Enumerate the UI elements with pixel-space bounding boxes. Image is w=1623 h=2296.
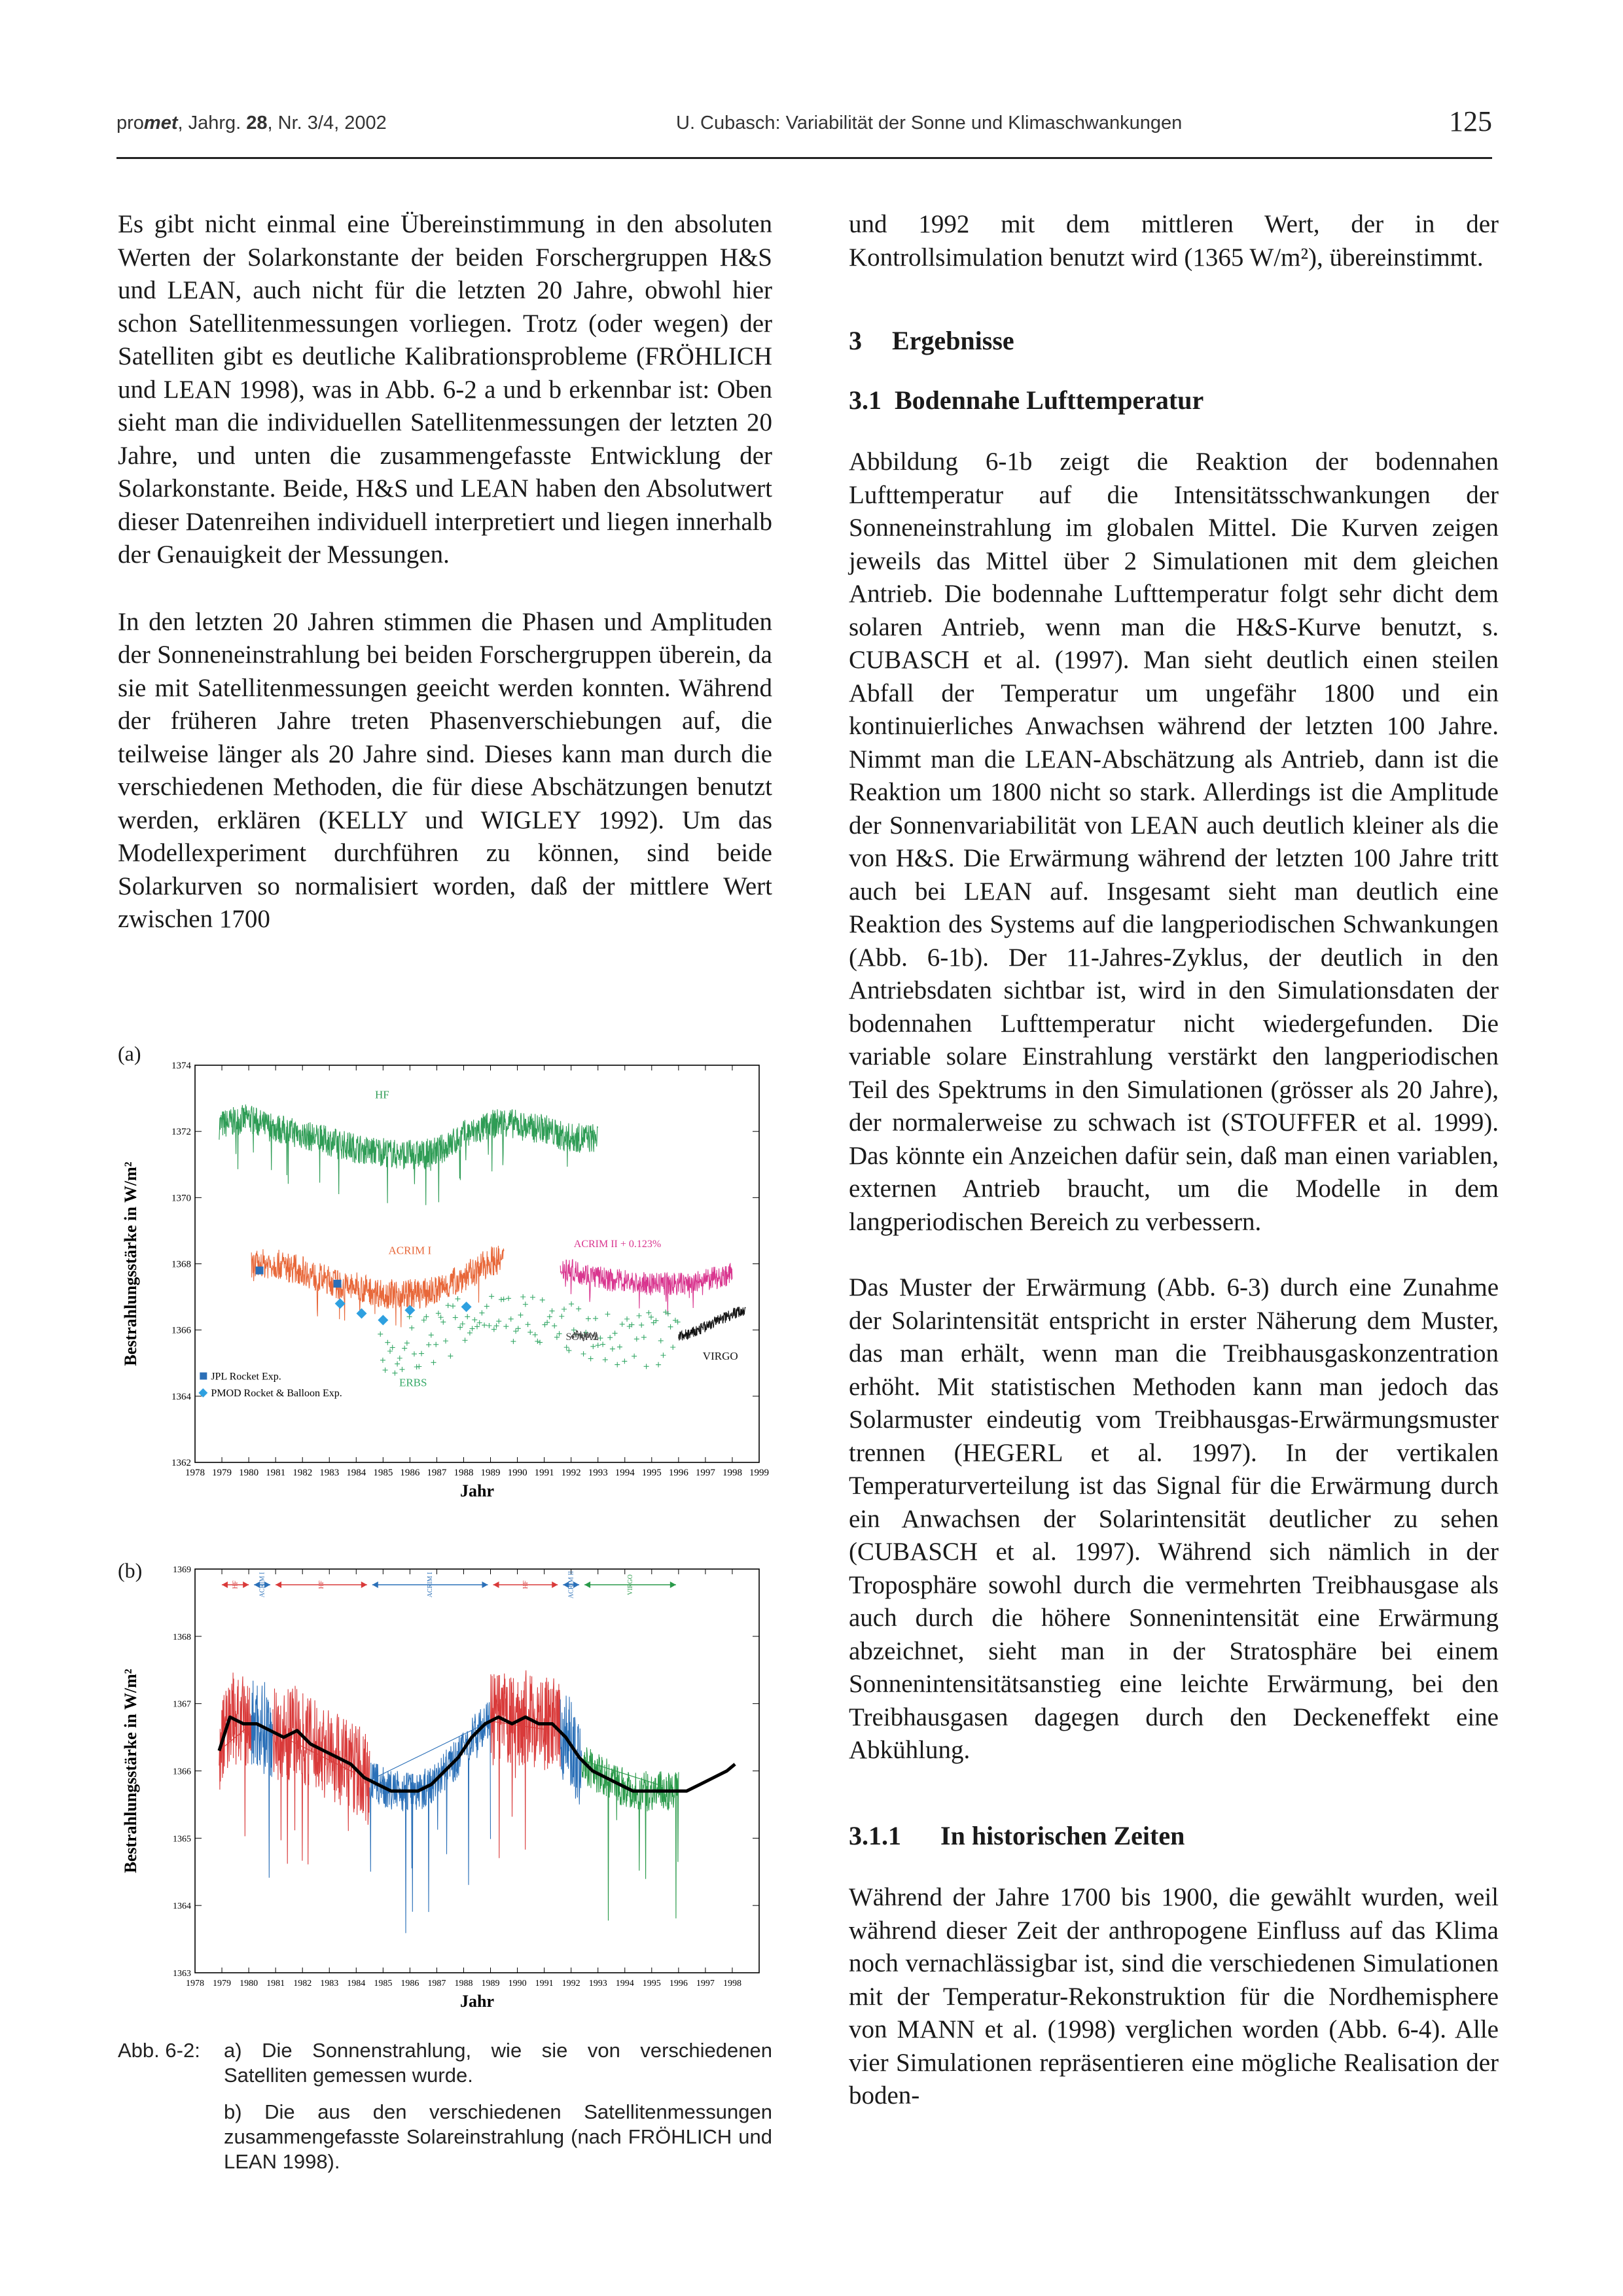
subsubsection-title: In historischen Zeiten [940,1820,1185,1850]
segment-arrowhead [276,1581,281,1588]
erbs-point [564,1345,569,1350]
x-tick-label: 1994 [615,1979,634,1988]
segment-arrowhead [361,1581,367,1588]
caption-label: Abb. 6-2: [118,2039,200,2062]
paragraph: Das Muster der Erwärmung (Abb. 6-3) durch eine Zunahme der Solarintensität entspricht in erster Näherung dem Muster, das man erhält, wenn man die Treibhausgaskonzentration erhöht. Mit statistischen Methoden kann man jedoch das Solarmuster eindeutig vom Treibhausgas-Erwärmungsmuster trennen (HEGERL et al. 1997). In der vertikalen Temperaturverteilung ist das Signal für die Erwärmung durch ein Anwachsen der Solarintensität deutlicher zu sehen (CUBASCH et al. 1997). Während sich nämlich in der Troposphäre sowohl durch die vermehrten Treibhausgase als auch durch die höhere Sonnenintensität eine Erwärmung abzeichnet, sieht man in der Stratosphäre bei einem Sonnenintensitätsanstieg eine leichte Erwärmung, bei den Treibhausgasen dagegen durch den Deckeneffekt eine Abkühlung. [849,1273,1499,1764]
subsection-number: 3.1 [849,385,882,415]
series-label: ACRIM II + 0.123% [573,1239,662,1250]
segment-label: HF [317,1580,325,1589]
caption-text-a: a) Die Sonnenstrahlung, wie sie von verschiedenen Satelliten gemessen wurde. [224,2039,772,2087]
y-axis-label: Bestrahlungsstärke in W/m² [121,1161,140,1366]
panel-a-label: (a) [118,1042,141,1065]
pmod-point [378,1315,388,1325]
segment-arrowhead [222,1581,228,1588]
erbs-point [484,1303,490,1309]
x-axis-label: Jahr [460,1481,494,1500]
x-tick-label: 1994 [615,1468,635,1478]
erbs-point [566,1348,571,1353]
y-axis-label: Bestrahlungsstärke in W/m² [121,1669,140,1873]
x-tick-label: 1991 [535,1979,554,1988]
erbs-point [465,1314,470,1319]
erbs-point [533,1332,538,1337]
erbs-point [436,1311,441,1316]
erbs-point [438,1315,444,1320]
y-tick-label: 1364 [171,1391,191,1402]
segment-arrowhead [243,1581,249,1588]
erbs-point [423,1314,429,1319]
x-tick-label: 1985 [374,1979,393,1988]
y-tick-label: 1366 [171,1325,191,1336]
erbs-point [639,1322,644,1328]
erbs-point [440,1319,446,1324]
erbs-point [474,1324,480,1329]
segment-data-line [219,1672,251,1836]
x-tick-label: 1982 [293,1468,313,1478]
erbs-point [644,1364,649,1369]
x-tick-label: 1992 [562,1979,580,1988]
x-tick-label: 1995 [641,1468,662,1478]
y-tick-label: 1368 [171,1259,191,1270]
x-tick-label: 1984 [347,1979,366,1988]
segment-label: ACRIM I [427,1572,435,1598]
erbs-point [670,1345,675,1350]
erbs-point [596,1343,601,1348]
erbs-point [535,1339,540,1344]
series-line-virgo [679,1307,745,1340]
segment-arrowhead [482,1581,488,1588]
x-tick-label: 1988 [454,1468,474,1478]
erbs-point [453,1315,458,1320]
erbs-point [540,1298,545,1303]
erbs-point [501,1297,507,1302]
erbs-point [404,1341,410,1346]
journal-issue: , Nr. 3/4, 2002 [267,113,387,133]
erbs-point [615,1362,620,1368]
erbs-point [489,1294,494,1299]
erbs-point [463,1337,468,1343]
erbs-point [486,1323,491,1328]
erbs-point [446,1303,451,1308]
erbs-point [455,1296,460,1301]
erbs-point [460,1321,465,1326]
erbs-point [496,1318,501,1324]
erbs-point [477,1320,482,1326]
erbs-point [470,1326,475,1332]
erbs-point [479,1311,484,1316]
x-tick-label: 1999 [749,1468,769,1478]
erbs-point [550,1309,555,1314]
figure-panel-b [116,1557,777,2015]
erbs-point [554,1335,560,1340]
erbs-point [537,1340,543,1345]
erbs-point [431,1360,437,1365]
erbs-point [516,1326,521,1331]
x-tick-label: 1988 [454,1979,473,1988]
erbs-point [450,1303,455,1309]
erbs-point [390,1345,395,1350]
erbs-point [620,1322,625,1327]
series-label: VIRGO [702,1350,738,1363]
series-line-acrim-ii [560,1260,732,1315]
erbs-point [613,1331,618,1336]
erbs-point [526,1322,531,1327]
erbs-point [557,1331,562,1336]
erbs-point [607,1335,613,1340]
legend-marker [200,1372,207,1379]
x-tick-label: 1984 [346,1468,366,1478]
x-tick-label: 1978 [186,1979,204,1988]
erbs-point [506,1296,511,1301]
erbs-point [588,1356,594,1361]
subsection-heading [849,384,1499,417]
erbs-point [632,1354,637,1359]
segment-label: ACRIM I [259,1572,266,1598]
x-tick-label: 1986 [400,1468,420,1478]
segment-label: ACRIM II [567,1571,575,1598]
x-tick-label: 1982 [293,1979,312,1988]
x-tick-label: 1998 [722,1979,741,1988]
section-number: 3 [849,326,862,355]
erbs-point [457,1325,463,1330]
subsection-title: Bodennahe Lufttemperatur [895,385,1204,415]
x-tick-label: 1993 [588,1468,608,1478]
erbs-point [641,1335,647,1340]
erbs-point [622,1358,627,1364]
subsubsection-heading [849,1820,1499,1853]
erbs-point [383,1368,388,1373]
erbs-point [380,1358,385,1363]
erbs-point [520,1294,526,1299]
y-tick-label: 1366 [173,1767,191,1777]
segment-label: HF [522,1580,529,1589]
erbs-point [412,1351,417,1356]
pmod-point [356,1308,366,1318]
x-tick-label: 1996 [668,1468,688,1478]
x-tick-label: 1985 [373,1468,393,1478]
y-tick-label: 1365 [173,1834,191,1845]
x-tick-label: 1995 [642,1979,661,1988]
erbs-point [467,1330,473,1335]
x-tick-label: 1991 [534,1468,554,1478]
erbs-point [586,1316,591,1321]
erbs-point [429,1332,434,1337]
jpl-point [256,1267,264,1275]
erbs-point [472,1317,477,1322]
chart-b [116,1557,777,2015]
section-heading [849,325,1499,358]
segment-data-line [251,1681,273,1878]
x-tick-label: 1992 [561,1468,581,1478]
plot-frame [195,1569,759,1973]
erbs-point [392,1370,397,1375]
paragraph: und 1992 mit dem mittleren Wert, der in der Kontrollsimulation benutzt wird (1365 W/m²), übereinstimmt. [849,210,1499,272]
erbs-point [559,1314,564,1319]
segment-label: HF [232,1580,240,1589]
erbs-point [448,1353,453,1358]
erbs-point [530,1295,535,1300]
erbs-point [637,1313,642,1318]
erbs-point [542,1322,547,1328]
series-line-acrim-i [251,1246,504,1328]
erbs-point [518,1313,523,1318]
x-tick-label: 1990 [507,1468,527,1478]
erbs-point [482,1322,487,1328]
paragraph: In den letzten 20 Jahren stimmen die Phasen und Amplituden der Sonneneinstrahlung bei beiden Forschergruppen überein, da sie mit Satellitenmessungen geeicht werden konnten. Während der früheren Jahre treten Phasenverschiebungen auf, die teilweise länger als 20 Jahre sind. Dieses kann man durch die verschiedenen Methoden, die für diese Abschätzungen benutzt werden, erklären (KELLY und WIGLEY 1992). Um das Modellexperiment durchführen zu können, sind beide Solarkurven so normalisiert worden, daß der mittlere Wert zwischen 1700 [118,607,772,933]
erbs-point [668,1324,673,1330]
x-tick-label: 1983 [320,1979,339,1988]
y-tick-label: 1364 [173,1901,191,1912]
x-tick-label: 1979 [213,1979,232,1988]
segment-data-line [560,1696,582,1805]
erbs-point [491,1327,497,1332]
erbs-point [593,1316,598,1321]
erbs-point [402,1346,407,1351]
series-label: HF [375,1088,389,1101]
segment-data-line [491,1670,560,1858]
right-column [849,208,1499,2113]
y-tick-label: 1369 [173,1565,191,1575]
series-label: ACRIM I [388,1244,432,1257]
segment-arrowhead [372,1581,378,1588]
x-tick-label: 1989 [480,1468,501,1478]
x-tick-label: 1981 [266,1979,285,1988]
erbs-point [385,1340,390,1345]
x-tick-label: 1978 [185,1468,205,1478]
erbs-point [576,1306,581,1311]
left-column [118,208,772,936]
erbs-point [581,1351,586,1356]
series-line-hf [219,1104,598,1205]
section-title: Ergebnisse [892,326,1014,355]
erbs-point [658,1338,664,1343]
x-tick-label: 1990 [508,1979,527,1988]
erbs-point [569,1301,574,1307]
x-tick-label: 1998 [722,1468,742,1478]
paragraph: Während der Jahre 1700 bis 1900, die gewählt wurden, weil während dieser Zeit der anthropogene Einfluss auf das Klima noch vernachlässigbar ist, sind die verschiedenen Simulationen mit der Temperatur-Rekonstruktion für die Nordhemisphere von MANN et al. (1998) verglichen worden (Abb. 6-4). Alle vier Simulationen repräsentieren eine mögliche Realisation der boden- [849,1883,1499,2110]
legend-label: JPL Rocket Exp. [211,1371,281,1383]
panel-b-label: (b) [118,1559,143,1582]
x-tick-label: 1980 [239,1468,259,1478]
jpl-point [334,1280,342,1288]
segment-arrowhead [584,1581,590,1588]
subsubsection-number: 3.1.1 [849,1820,901,1850]
pmod-point [461,1301,472,1312]
x-tick-label: 1981 [266,1468,286,1478]
y-tick-label: 1368 [173,1632,191,1642]
x-axis-label: Jahr [460,1992,494,2011]
erbs-point [649,1315,654,1320]
erbs-point [510,1339,516,1344]
erbs-point [547,1314,552,1319]
erbs-point [513,1328,518,1333]
erbs-point [590,1344,596,1349]
x-tick-label: 1980 [240,1979,259,1988]
erbs-point [387,1349,393,1354]
journal-year: , Jahrg. [177,113,247,133]
x-tick-label: 1989 [481,1979,500,1988]
x-tick-label: 1996 [669,1979,688,1988]
journal-volume: 28 [246,113,268,133]
x-tick-label: 1979 [212,1468,232,1478]
erbs-point [660,1352,666,1358]
y-tick-label: 1372 [171,1127,191,1138]
y-tick-label: 1374 [171,1061,191,1071]
chart-a [116,1040,777,1518]
erbs-point [443,1338,448,1343]
erbs-point [378,1332,383,1337]
running-title: U. Cubasch: Variabilität der Sonne und Klimaschwankungen [676,113,1183,133]
erbs-point [395,1361,400,1366]
erbs-point [407,1314,412,1319]
x-tick-label: 1983 [319,1468,340,1478]
erbs-point [426,1342,431,1347]
erbs-point [624,1316,630,1322]
erbs-point [421,1318,427,1323]
journal-name-bold: met [143,113,178,133]
erbs-point [597,1335,603,1341]
caption-text-b: b) Die aus den verschiedenen Satellitenmessungen zusammengefasste Solareinstrahlung (nach FRÖHLICH und LEAN 1998). [224,2100,772,2173]
pmod-point [335,1298,346,1309]
erbs-point [600,1342,605,1347]
erbs-point [610,1347,615,1352]
erbs-point [562,1307,567,1312]
paragraph: Abbildung 6-1b zeigt die Reaktion der bodennahen Lufttemperatur auf die Intensitätsschwankungen der Sonneneinstrahlung im globalen Mittel. Die Kurven zeigen jeweils das Mittel über 2 Simulationen mit dem gleichen Antrieb. Die bodennahe Lufttemperatur folgt sehr dicht dem solaren Antrieb, wenn man die H&S-Kurve benutzt, s. CUBASCH et al. (1997). Man sieht deutlich einen steilen Abfall der Temperatur um ungefähr 1800 und ein kontinuierliches Anwachsen während der letzten 100 Jahre. Nimmt man die LEAN-Abschätzung als Antrieb, dann ist die Reaktion um 1800 nicht so stark. Allerdings ist die Amplitude der Sonnenvariabilität von LEAN auch deutlich kleiner als die von H&S. Die Erwärmung während der letzten 100 Jahre tritt auch bei LEAN auf. Insgesamt sieht man deutlich eine Reaktion des Systems auf die langperiodischen Schwankungen (Abb. 6-1b). Der 11-Jahres-Zyklus, der deutlich in den Antriebsdaten sichtbar ist, wird in den Simulationsdaten der bodennahen Lufttemperatur nicht wiedergefunden. Die variable solare Einstrahlung verstärkt den langperiodischen Teil des Spektrums in den Simulationen (grösser als 20 Jahre), der normalerweise zu schwach ist (STOUFFER et al. 1999). Das könnte ein Anzeichen dafür sein, daß man einen variablen, externen Antrieb braucht, um die Modelle in dem langperiodischen Bereich zu verbessern. [849,448,1499,1236]
erbs-point [605,1311,610,1316]
segment-label: VIRGO [626,1574,634,1595]
erbs-point [503,1324,508,1329]
erbs-point [634,1336,639,1341]
erbs-point [433,1342,438,1347]
erbs-point [397,1356,402,1361]
erbs-point [617,1345,622,1350]
journal-info [116,113,387,134]
y-tick-label: 1362 [171,1458,191,1468]
erbs-point [419,1351,424,1356]
segment-arrowhead [552,1581,558,1588]
segment-arrowhead [493,1581,499,1588]
y-tick-label: 1370 [171,1193,191,1204]
erbs-point [544,1320,550,1325]
x-tick-label: 1987 [427,1468,447,1478]
erbs-point [646,1310,651,1315]
erbs-point [508,1316,514,1322]
series-label: SOVA2 [565,1331,598,1343]
y-tick-label: 1367 [173,1699,191,1710]
page-number: 125 [1449,105,1492,137]
erbs-point [527,1330,533,1335]
paragraph: Es gibt nicht einmal eine Übereinstimmung in den absoluten Werten der Solarkonstante der beiden Forschergruppen H&S und LEAN, auch nicht für die letzten 20 Jahre, obwohl hier schon Satellitenmessungen vorliegen. Trotz (oder wegen) der Satelliten gibt es deutliche Kalibrationsprobleme (FRÖHLICH und LEAN 1998), was in Abb. 6-2 a und b erkennbar ist: Oben sieht man die individuellen Satellitenmessungen der letzten 20 Jahre, und unten die zusammengefasste Entwicklung der Solarkonstante. Beide, H&S und LEAN haben den Absolutwert dieser Datenreihen individuell interpretiert und liegen innerhalb der Genauigkeit der Messungen. [118,210,772,569]
erbs-point [656,1362,661,1368]
page-header [116,105,1492,159]
x-tick-label: 1987 [427,1979,446,1988]
erbs-point [399,1367,404,1372]
erbs-point [416,1364,421,1369]
series-label: ERBS [399,1376,427,1389]
segment-data-line [273,1686,370,1865]
legend-label: PMOD Rocket & Balloon Exp. [211,1387,342,1399]
journal-prefix: pro [116,113,144,133]
erbs-point [494,1323,499,1328]
erbs-point [523,1301,528,1307]
x-tick-label: 1993 [588,1979,607,1988]
erbs-point [552,1323,557,1328]
segment-arrowhead [670,1581,676,1588]
erbs-point [603,1357,608,1362]
erbs-point [409,1325,414,1330]
x-tick-label: 1986 [401,1979,419,1988]
x-tick-label: 1997 [695,1468,715,1478]
y-tick-label: 1363 [173,1969,191,1979]
figure-panel-a [116,1040,777,1518]
x-tick-label: 1997 [696,1979,715,1988]
